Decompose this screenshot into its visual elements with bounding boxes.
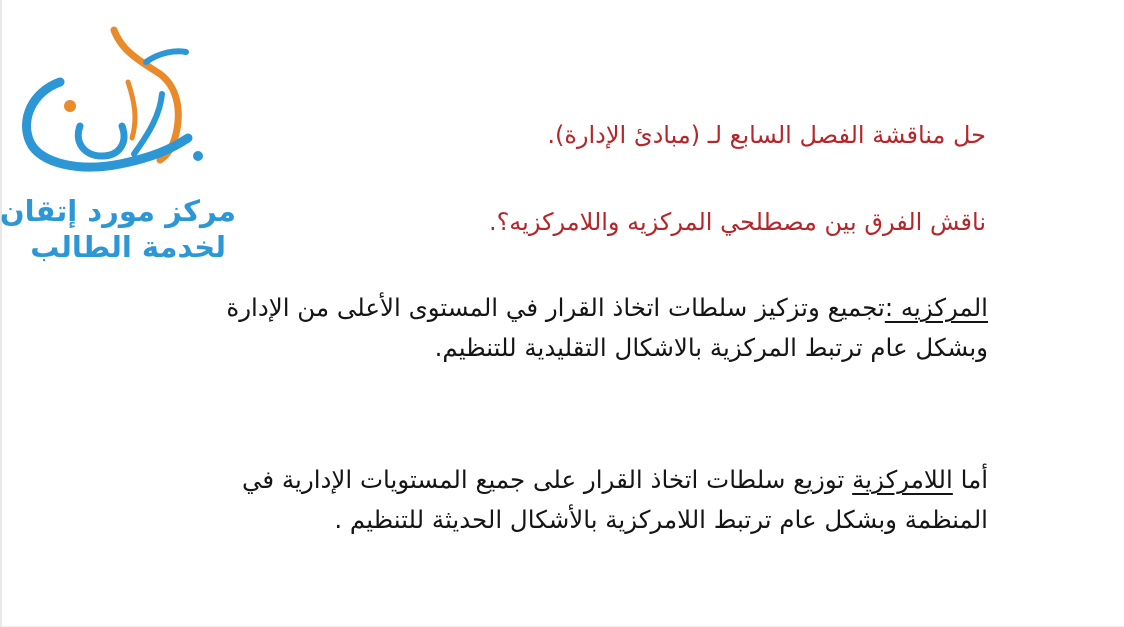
centralization-term: المركزيه : — [884, 293, 988, 322]
decentralization-definition: توزيع سلطات اتخاذ القرار على جميع المستويات الإدارية في المنظمة وبشكل عام ترتبط اللامركزية بالأشكال الحديثة للتنظيم . — [241, 465, 988, 534]
document-heading: حل مناقشة الفصل السابع لـ (مبادئ الإدارة). — [547, 121, 986, 149]
logo-title: مركز مورد إتقان — [0, 194, 236, 228]
decentralization-term: اللامركزية — [852, 465, 953, 494]
centralization-paragraph — [168, 288, 988, 368]
discussion-question: ناقش الفرق بين مصطلحي المركزيه واللامركزيه؟. — [488, 208, 986, 236]
decentralization-paragraph — [168, 460, 988, 540]
itqan-logo — [0, 22, 240, 267]
logo-subtitle: لخدمة الطالب — [30, 230, 226, 264]
decentralization-lead: أما — [952, 465, 988, 494]
centralization-definition: تجميع وتزكيز سلطات اتخاذ القرار في المستوى الأعلى من الإدارة وبشكل عام ترتبط المركزية بالاشكال التقليدية للتنظيم. — [226, 293, 988, 362]
itqan-emblem-icon — [10, 22, 240, 197]
